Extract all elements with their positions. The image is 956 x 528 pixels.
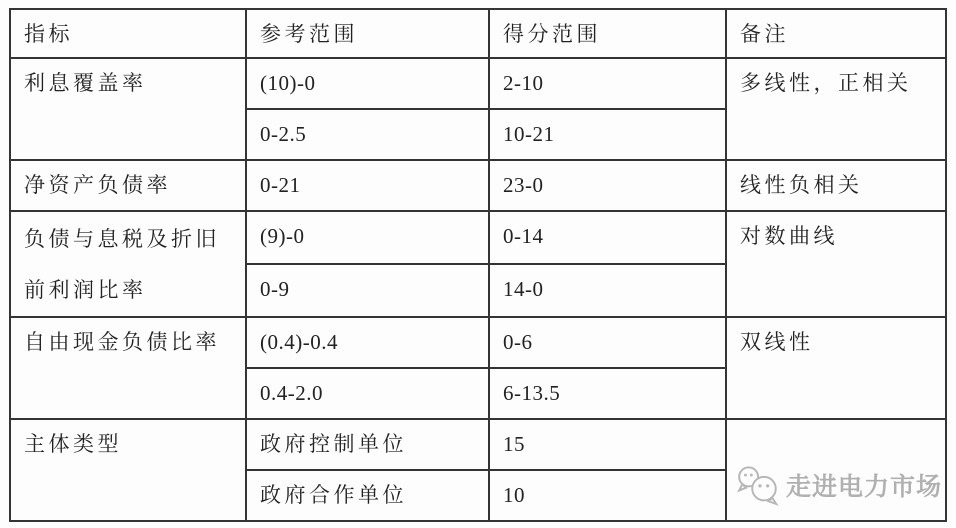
reference-cell: 0-2.5 — [246, 109, 489, 160]
table-row — [10, 317, 946, 368]
reference-cell: 0.4-2.0 — [246, 368, 489, 419]
table-row — [10, 160, 946, 211]
indicator-cell: 自由现金负债比率 — [10, 317, 246, 419]
score-cell: 23-0 — [489, 160, 726, 211]
reference-cell: (0.4)-0.4 — [246, 317, 489, 368]
indicator-cell: 主体类型 — [10, 419, 246, 521]
reference-cell: 政府合作单位 — [246, 470, 489, 521]
note-cell: 对数曲线 — [726, 211, 946, 317]
note-cell: 多线性，正相关 — [726, 58, 946, 160]
score-cell: 0-14 — [489, 211, 726, 264]
reference-cell: (9)-0 — [246, 211, 489, 264]
score-cell: 10-21 — [489, 109, 726, 160]
chat-bubbles-icon — [736, 462, 783, 508]
reference-cell: (10)-0 — [246, 58, 489, 109]
score-cell: 6-13.5 — [489, 368, 726, 419]
table-header-row — [10, 9, 946, 58]
note-cell: 线性负相关 — [726, 160, 946, 211]
note-cell: 双线性 — [726, 317, 946, 419]
reference-cell: 0-9 — [246, 264, 489, 317]
header-cell-reference-range: 参考范围 — [246, 9, 489, 58]
score-cell: 10 — [489, 470, 726, 521]
indicator-cell: 负债与息税及折旧前利润比率 — [10, 211, 246, 317]
reference-cell: 0-21 — [246, 160, 489, 211]
header-cell-indicator: 指标 — [10, 9, 246, 58]
header-cell-note: 备注 — [726, 9, 946, 58]
table-row — [10, 58, 946, 109]
score-cell: 15 — [489, 419, 726, 470]
watermark — [736, 461, 942, 509]
watermark-text: 走进电力市场 — [785, 473, 942, 501]
table-row — [10, 211, 946, 264]
score-cell: 14-0 — [489, 264, 726, 317]
score-cell: 0-6 — [489, 317, 726, 368]
score-cell: 2-10 — [489, 58, 726, 109]
indicator-cell: 净资产负债率 — [10, 160, 246, 211]
score-table — [9, 8, 947, 522]
indicator-cell: 利息覆盖率 — [10, 58, 246, 160]
header-cell-score-range: 得分范围 — [489, 9, 726, 58]
reference-cell: 政府控制单位 — [246, 419, 489, 470]
